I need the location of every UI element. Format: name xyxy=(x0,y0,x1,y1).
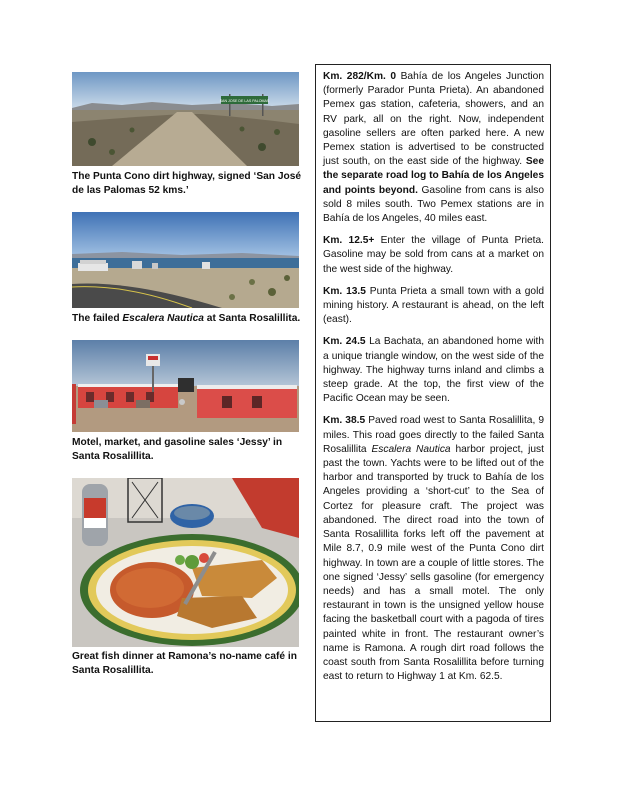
road-log-entry-km-38-5 xyxy=(323,414,544,684)
km-label: Km. 38.5 xyxy=(323,415,366,427)
entry-text: Paved road west to Santa Rosalillita, 9 miles. This road goes directly to the failed Santa Rosalillita xyxy=(323,415,545,455)
road-log-entry-km-282 xyxy=(323,70,544,226)
road-log-entry-km-24-5 xyxy=(323,335,544,406)
entry-text: Bahía de los Angeles Junction (formerly Parador Punta Prieta). An abandoned Pemex gas station, cafeteria, showers, and an RV park, all on the right. Now, independent gasoline sellers are often parked here. A new Pemex station is advertised to be constructed just south, on the east side of the highway. xyxy=(323,71,545,168)
photo-punta-cono-highway xyxy=(72,72,299,166)
photo-escalera-nautica xyxy=(72,212,299,308)
caption-punta-cono-highway: The Punta Cono dirt highway, signed ‘San José de las Palomas 52 kms.’ xyxy=(72,171,302,196)
km-label: Km. 13.5 xyxy=(323,285,366,297)
caption-escalera-nautica xyxy=(72,312,308,326)
photo-fish-dinner xyxy=(72,478,299,647)
entry-italic-project: Escalera Nautica xyxy=(371,443,451,455)
entry-text-continued: Gasoline from cans is also sold 8 miles south. Two Pemex stations are in Bahía de los Angeles, 40 miles east. xyxy=(323,184,544,225)
entry-text: Enter the village of Punta Prieta. Gasoline may be sold from cans at a market on the west side of the highway. xyxy=(323,235,544,275)
entry-text-continued: harbor project, just past the town. Yachts were to be lifted out of the harbor and transported by truck to Bahía de los Angeles providing a ‘short-cut’ to the Sea of Cortez for pleasure craft. The project was abandoned. The direct road into the town of Santa Rosalillita forks left off the pavement at Mile 8.7, 0.9 mile west of the Punta Cono dirt highway. In town are a couple of little stores. The one signed ‘Jessy’ sells gasoline (for emergency needs) and has a small motel. The only restaurant in town is the unsigned yellow house facing the basketball court with a pagoda of tires painted white in front. The restaurant owner’s name is Ramona. A rough dirt road follows the coast south from Santa Rosalillita before turning east to return to Highway 1 at Km. 62.5. xyxy=(323,443,544,683)
caption-escalera-nautica-pre: The failed xyxy=(72,313,123,324)
caption-escalera-nautica-italic: Escalera Nautica xyxy=(122,313,204,324)
entry-bold-note: See the separate road log to Bahía de los Angeles and points beyond. xyxy=(323,156,544,196)
caption-escalera-nautica-post: at Santa Rosalillita. xyxy=(203,313,301,324)
road-log-entry-km-12-5 xyxy=(323,234,544,277)
entry-text: La Bachata, an abandoned home with a unique triangle window, on the west side of the highway. The highway turns inland and climbs a steep grade. At the top, the first view of the Pacific Ocean may be seen. xyxy=(323,336,545,405)
entry-text: Punta Prieta a small town with a gold mining history. A restaurant is ahead, on the left (east). xyxy=(323,285,544,326)
caption-fish-dinner: Great fish dinner at Ramona’s no-name café in Santa Rosalillita. xyxy=(72,651,297,676)
km-label: Km. 24.5 xyxy=(323,336,366,348)
km-label: Km. 12.5+ xyxy=(323,235,375,247)
road-log-entry-km-13-5 xyxy=(323,285,544,328)
caption-jessy-motel: Motel, market, and gasoline sales ‘Jessy’ in Santa Rosalillita. xyxy=(72,437,283,462)
road-log-box xyxy=(315,64,551,722)
photo-jessy-motel xyxy=(72,340,299,432)
road-sign-text: SAN JOSE DE LAS PALOMAS xyxy=(219,99,270,103)
km-label: Km. 282/Km. 0 xyxy=(323,71,397,82)
